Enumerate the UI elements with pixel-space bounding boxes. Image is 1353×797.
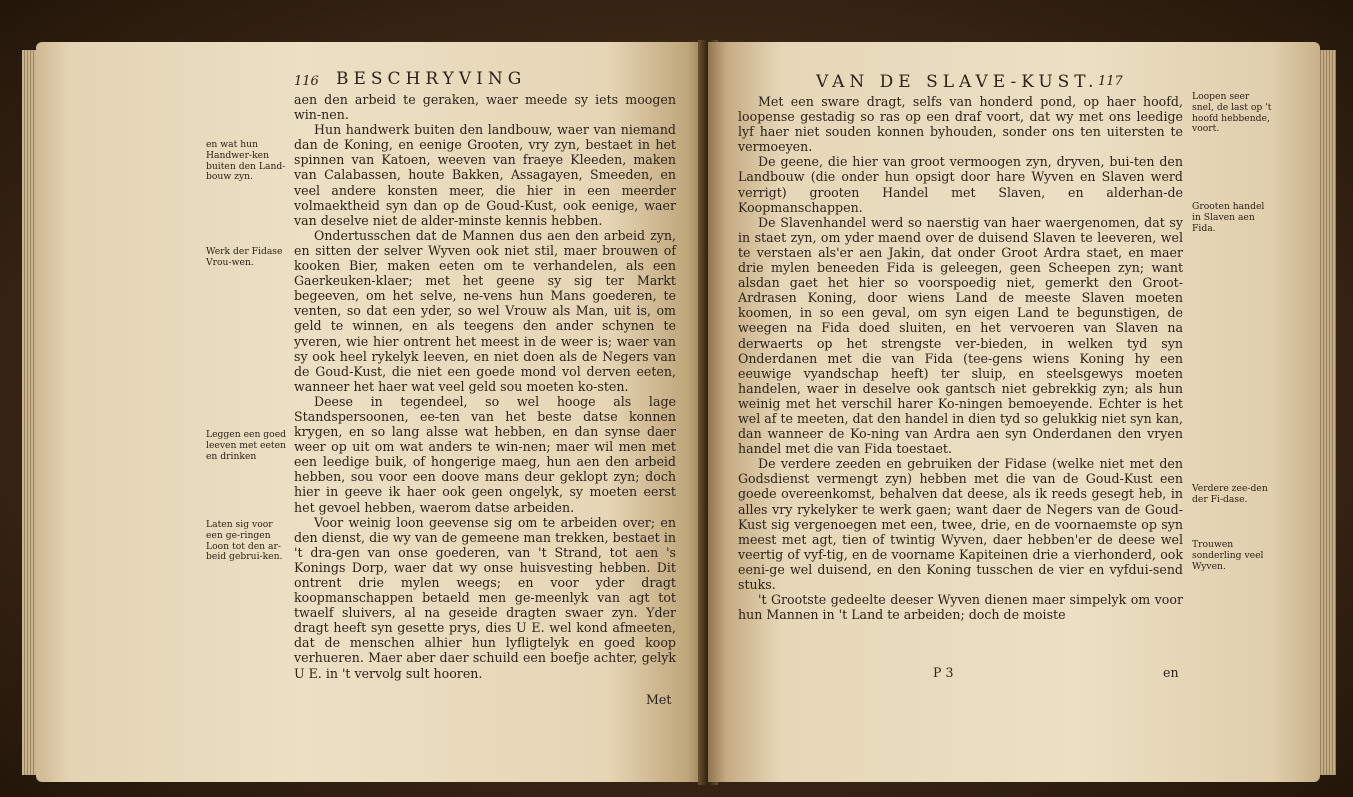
catchword: Met (646, 692, 672, 707)
page-number: 116 (294, 74, 319, 89)
running-header: VAN DE SLAVE-KUST. (816, 72, 1099, 92)
page-number: 117 (1098, 74, 1123, 89)
margin-note: Verdere zee-den der Fi-dase. (1192, 483, 1268, 505)
paragraph: De verdere zeeden en gebruiken der Fidase (welke niet met den Godsdienst vermengt zyn) hebben met die van de Goud-Kust een goede overeenkomst, behalven dat deese, als ik reeds gesegt heb, in alles vry rykelyker te werk gaen; want daer de Negers van de Goud-Kust sig vergenoegen met een, twee, drie, en de voornaemste op syn meest met agt, tien of twintig Wyven, daer hebben'er de deese wel veertig of vyf-tig, en de voorname Kapiteinen drie a vierhonderd, ook eeni-ge wel duisend, en den Koning tusschen de vier en vyfdui-send stuks. (738, 456, 1183, 592)
paragraph: 't Grootste gedeelte deeser Wyven dienen maer simpelyk om voor hun Mannen in 't Land te arbeiden; doch de moiste (738, 592, 1183, 623)
signature-mark: P 3 (933, 665, 954, 680)
margin-note: Trouwen sonderling veel Wyven. (1192, 539, 1264, 572)
paragraph: De geene, die hier van groot vermoogen zyn, dryven, bui-ten den Landbouw (die onder hun opsigt door hare Wyven en Slaven werd verrigt) grooten Handel met Slaven, en alderhan-de Koopmanschappen. (738, 154, 1183, 215)
margin-note: Grooten handel in Slaven aen Fida. (1192, 201, 1265, 234)
paragraph: De Slavenhandel werd so naerstig van haer waergenomen, dat sy in staet zyn, om yder maend over de duisend Slaven te leeveren, wel te verstaen als'er aen Jakin, dat onder Groot Ardra staet, en maer drie mylen beneeden Fida is geleegen, geen Scheepen zyn; want alsdan gaet het hier so voorspoedig niet, gemerkt den Groot-Ardrasen Koning, door wiens Land de meeste Slaven moeten koomen, in so een geval, om syn eigen Land te begunstigen, de weegen na Fida doed sluiten, en het vervoeren van Slaven na derwaerts op het strengste ver-bieden, in welken tyd syn Onderdanen met die van Fida (tee-gens wiens Koning hy een eeuwige vyandschap heeft) ter sluip, en steelsgewys moeten handelen, waer in deselve ook gantsch niet gebrekkig zyn; als hun weinig met het verschil harer Ko-ningen bemoeyende. Echter is het wel af te meeten, dat den handel in dien tyd so gelukkig niet syn kan, dan wanneer de Ko-ning van Ardra aen syn Onderdanen den vryen handel met die van Fida toestaet. (738, 214, 1183, 457)
margin-note: Laten sig voor een ge-ringen Loon tot den ar-beid gebrui-ken. (206, 519, 283, 563)
running-header: BESCHRYVING (336, 69, 527, 89)
paragraph: Ondertusschen dat de Mannen dus aen den arbeid zyn, en sitten der selver Wyven ook niet stil, maer brouwen of kooken Bier, maken eeten om te verhandelen, als een Gaerkeuken-klaer; met het geene sy sig ter Markt begeeven, om het selve, ne-vens hun Mans goederen, te venten, so dat een yder, so wel Vrouw als Man, uit is, om geld te winnen, en als teegens den ander schynen te yveren, wie hier ontrent het meest in de weer is; waer van sy ook heel rykelyk leeven, en niet doen als de Negers van de Goud-Kust, die niet een goede mond vol derven eeten, wanneer het haer wat veel geld sou moeten ko-sten. (294, 227, 676, 394)
left-page (36, 42, 708, 782)
catchword: en (1163, 665, 1179, 680)
margin-note: Werk der Fidase Vrou-wen. (206, 246, 283, 268)
page-edges-right (1318, 50, 1336, 775)
margin-note: en wat hun Handwer-ken buiten den Land-bouw zyn. (206, 139, 286, 183)
paragraph: Hun handwerk buiten den landbouw, waer van niemand dan de Koning, en eenige Grooten, vry zyn, bestaet in het spinnen van Katoen, weeven van fraeye Kleeden, maken van Calabassen, houte Bakken, Assagayen, Smeeden, en veel andere konsten meer, die hier in een meerder volmaektheid syn dan op de Goud-Kust, ook eenige, waer van deselve niet de alder-minste kennis hebben. (294, 122, 676, 228)
paragraph: Met een sware dragt, selfs van honderd pond, op haer hoofd, loopense gestadig so ras op een draf voort, dat wy met ons leedige lyf haer niet souden konnen byhouden, sonder ons ten uitersten te vermoeyen. (738, 94, 1183, 155)
page-text (294, 92, 676, 681)
right-page (708, 42, 1320, 782)
margin-note: Leggen een goed leeven met eeten en drinken (206, 429, 287, 462)
page-text (738, 94, 1183, 622)
paragraph: Deese in tegendeel, so wel hooge als lage Standspersoonen, ee-ten van het beste datse konnen krygen, en so lang alsse wat hebben, en dan synse daer weer op uit om wat anders te win-nen; maer wil men met een leedige buik, of hongerige maeg, hun aen den arbeid hebben, sou voor een doove mans deur geklopt zyn; doch hier in geeve ik haer ook geen ongelyk, sy moeten eerst het gevoel hebben, waerom datse arbeiden. (294, 393, 676, 515)
paragraph: aen den arbeid te geraken, waer meede sy iets moogen win-nen. (294, 92, 676, 123)
margin-note: Loopen seer snel, de last op 't hoofd hebbende, voort. (1192, 91, 1272, 135)
paragraph: Voor weinig loon geevense sig om te arbeiden over; en den dienst, die wy van de gemeene man trekken, bestaet in 't dra-gen van onse goederen, van 't Strand, tot aen 's Konings Dorp, waer dat wy onse huisvesting hebben. Dit ontrent drie mylen weegs; en voor yder dragt koopmanschappen betaeld men ge-meenlyk van agt tot twaelf sluivers, al na geseide dragten swaer zyn. Yder dragt heeft syn gesette prys, dies U E. wel kond afmeeten, dat de menschen alhier hun lyfligtelyk en goed koop verhueren. Maer aber daer schuild een boefje achter, gelyk U E. in 't vervolg sult hooren. (294, 514, 676, 681)
